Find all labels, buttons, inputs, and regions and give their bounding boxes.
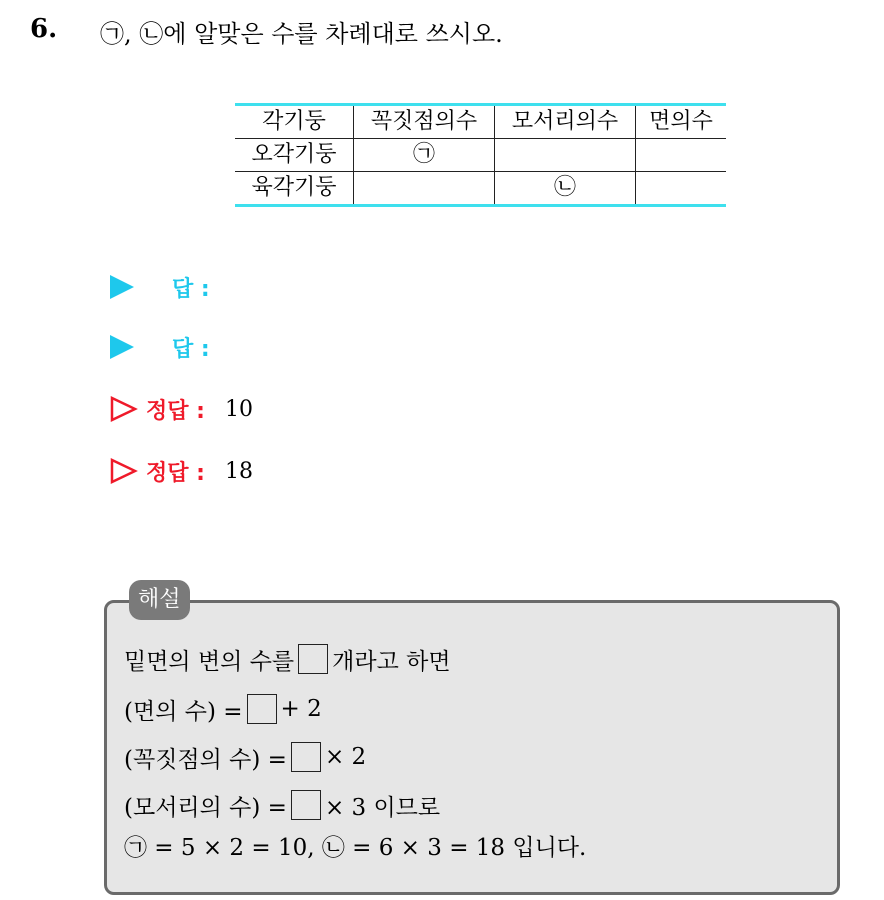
table-cell bbox=[354, 172, 495, 206]
explanation-text: (꼭짓점의 수) = bbox=[124, 746, 287, 773]
explanation-line bbox=[124, 692, 322, 726]
blank-box bbox=[291, 790, 321, 820]
explanation-text: 밑면의 변의 수를 bbox=[124, 648, 295, 675]
answer-label: 답 : bbox=[172, 276, 210, 302]
outline-triangle-icon bbox=[110, 458, 138, 484]
table-cell bbox=[636, 139, 727, 172]
table-header-cell: 꼭짓점의수 bbox=[354, 105, 495, 139]
prism-table bbox=[235, 103, 726, 207]
table-cell: ㉡ bbox=[495, 172, 636, 206]
play-triangle-icon bbox=[110, 335, 134, 359]
blank-box bbox=[247, 694, 277, 724]
answer-row-2 bbox=[110, 332, 210, 362]
table-row bbox=[235, 172, 726, 206]
solution-label: 정답 : bbox=[146, 398, 205, 424]
table-cell bbox=[495, 139, 636, 172]
explanation-text: × 3 이므로 bbox=[324, 794, 441, 821]
solution-row-1 bbox=[110, 394, 253, 424]
table-cell: 오각기둥 bbox=[235, 139, 354, 172]
answer-label: 답 : bbox=[172, 336, 210, 362]
explanation-line bbox=[124, 828, 586, 862]
table-cell bbox=[636, 172, 727, 206]
explanation-text: 개라고 하면 bbox=[332, 648, 451, 675]
blank-box bbox=[291, 742, 321, 772]
explanation-tab: 해설 bbox=[129, 580, 190, 620]
play-triangle-icon bbox=[110, 275, 134, 299]
solution-row-2 bbox=[110, 456, 253, 486]
explanation-line bbox=[124, 788, 440, 822]
solution-value: 10 bbox=[224, 396, 253, 422]
explanation-text: (면의 수) = bbox=[124, 698, 243, 725]
explanation-text: + 2 bbox=[280, 696, 322, 722]
solution-value: 18 bbox=[224, 458, 253, 484]
table-cell: 육각기둥 bbox=[235, 172, 354, 206]
explanation-text: (모서리의 수) = bbox=[124, 794, 287, 821]
explanation-line bbox=[124, 740, 366, 774]
explanation-text: ㉠ = 5 × 2 = 10, ㉡ = 6 × 3 = 18 입니다. bbox=[124, 834, 587, 861]
table-header-row bbox=[235, 105, 726, 139]
table-header-cell: 모서리의수 bbox=[495, 105, 636, 139]
answer-row-1 bbox=[110, 272, 210, 302]
explanation-line bbox=[124, 642, 451, 676]
table-row bbox=[235, 139, 726, 172]
solution-label: 정답 : bbox=[146, 460, 205, 486]
blank-box bbox=[298, 644, 328, 674]
outline-triangle-icon bbox=[110, 396, 138, 422]
question-text: ㉠, ㉡에 알맞은 수를 차례대로 쓰시오. bbox=[100, 20, 503, 48]
explanation-text: × 2 bbox=[324, 744, 367, 770]
question-number: 6. bbox=[30, 14, 58, 44]
table-cell: ㉠ bbox=[354, 139, 495, 172]
table-header-cell: 각기둥 bbox=[235, 105, 354, 139]
table-header-cell: 면의수 bbox=[636, 105, 727, 139]
